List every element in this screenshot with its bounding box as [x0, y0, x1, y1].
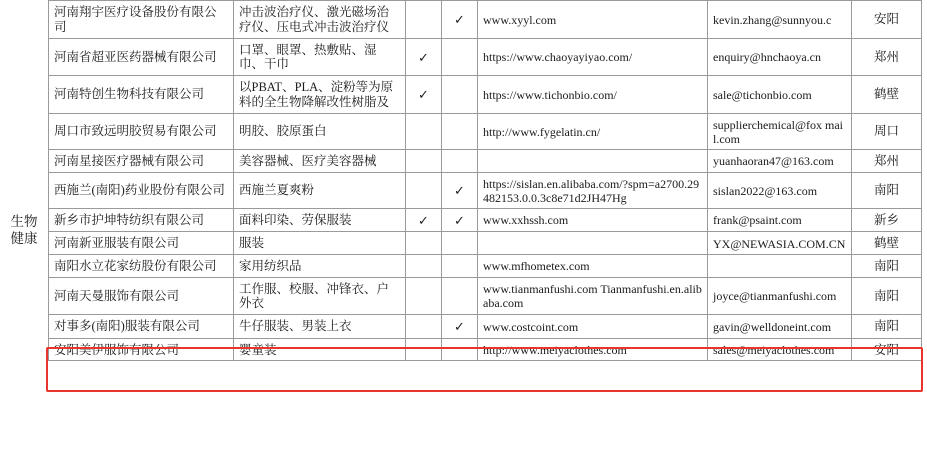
- category-label: 生物健康: [10, 213, 38, 246]
- cell-city: 郑州: [852, 149, 922, 172]
- cell-mark-1: [406, 172, 442, 208]
- cell-email: YX@NEWASIA.COM.CN: [708, 232, 852, 255]
- company-table: [48, 0, 922, 361]
- cell-city: 南阳: [852, 172, 922, 208]
- cell-email: yuanhaoran47@163.com: [708, 149, 852, 172]
- cell-city: 新乡: [852, 208, 922, 231]
- cell-company-name: 河南星接医疗器械有限公司: [49, 149, 234, 172]
- cell-company-name: 河南特创生物科技有限公司: [49, 76, 234, 114]
- cell-company-name: 对事多(南阳)服装有限公司: [49, 315, 234, 338]
- cell-email: gavin@welldoneint.com: [708, 315, 852, 338]
- cell-website: [478, 149, 708, 172]
- cell-product: 明胶、胶原蛋白: [234, 113, 406, 149]
- cell-email: sislan2022@163.com: [708, 172, 852, 208]
- cell-product: 牛仔服装、男装上衣: [234, 315, 406, 338]
- cell-website: www.tianmanfushi.com Tianmanfushi.en.alibaba.com: [478, 277, 708, 315]
- cell-city: 鹤壁: [852, 76, 922, 114]
- cell-mark-2: ✓: [442, 315, 478, 338]
- table-row: [49, 149, 922, 172]
- cell-email: enquiry@hnchaoya.cn: [708, 38, 852, 76]
- cell-mark-1: [406, 338, 442, 361]
- cell-mark-1: [406, 232, 442, 255]
- cell-mark-2: [442, 232, 478, 255]
- table-body: [49, 1, 922, 361]
- table-row: [49, 208, 922, 231]
- cell-website: [478, 232, 708, 255]
- cell-mark-2: [442, 277, 478, 315]
- cell-mark-2: ✓: [442, 1, 478, 39]
- cell-product: 面料印染、劳保服装: [234, 208, 406, 231]
- cell-product: 西施兰夏爽粉: [234, 172, 406, 208]
- cell-product: 工作服、校服、冲锋衣、户外衣: [234, 277, 406, 315]
- cell-email: frank@psaint.com: [708, 208, 852, 231]
- cell-website: www.costcoint.com: [478, 315, 708, 338]
- cell-city: 郑州: [852, 38, 922, 76]
- cell-website: http://www.meiyaclothes.com: [478, 338, 708, 361]
- cell-company-name: 周口市致远明胶贸易有限公司: [49, 113, 234, 149]
- cell-mark-2: [442, 149, 478, 172]
- cell-company-name: 河南新亚服装有限公司: [49, 232, 234, 255]
- cell-mark-1: [406, 277, 442, 315]
- cell-mark-1: [406, 149, 442, 172]
- category-label-cell: [0, 0, 48, 461]
- cell-product: 家用纺织品: [234, 254, 406, 277]
- cell-company-name: 西施兰(南阳)药业股份有限公司: [49, 172, 234, 208]
- cell-email: [708, 254, 852, 277]
- table-row: [49, 315, 922, 338]
- cell-mark-1: [406, 315, 442, 338]
- cell-website: www.mfhometex.com: [478, 254, 708, 277]
- cell-website: https://www.chaoyayiyao.com/: [478, 38, 708, 76]
- cell-company-name: 南阳水立花家纺股份有限公司: [49, 254, 234, 277]
- cell-website: http://www.fygelatin.cn/: [478, 113, 708, 149]
- cell-website: https://www.tichonbio.com/: [478, 76, 708, 114]
- table-row: [49, 254, 922, 277]
- cell-company-name: 河南省超亚医药器械有限公司: [49, 38, 234, 76]
- cell-website: https://sislan.en.alibaba.com/?spm=a2700.29482153.0.0.3c8e71d2JH47Hg: [478, 172, 708, 208]
- cell-website: www.xxhssh.com: [478, 208, 708, 231]
- cell-city: 安阳: [852, 338, 922, 361]
- cell-email: supplierchemical@fox mail.com: [708, 113, 852, 149]
- table-row: [49, 338, 922, 361]
- cell-product: 美容器械、医疗美容器械: [234, 149, 406, 172]
- cell-mark-2: ✓: [442, 172, 478, 208]
- cell-city: 周口: [852, 113, 922, 149]
- cell-mark-1: [406, 254, 442, 277]
- cell-product: 冲击波治疗仪、激光磁场治疗仪、压电式冲击波治疗仪: [234, 1, 406, 39]
- table-row: [49, 172, 922, 208]
- cell-city: 南阳: [852, 254, 922, 277]
- table-row: [49, 38, 922, 76]
- cell-website: www.xyyl.com: [478, 1, 708, 39]
- cell-company-name: 新乡市护坤特纺织有限公司: [49, 208, 234, 231]
- cell-email: sales@meiyaclothes.com: [708, 338, 852, 361]
- cell-product: 以PBAT、PLA、淀粉等为原料的全生物降解改性树脂及: [234, 76, 406, 114]
- cell-mark-1: [406, 113, 442, 149]
- cell-email: sale@tichonbio.com: [708, 76, 852, 114]
- cell-mark-2: [442, 76, 478, 114]
- cell-company-name: 河南翔宇医疗设备股份有限公司: [49, 1, 234, 39]
- table-row-highlighted: [49, 277, 922, 315]
- cell-company-name: 河南天曼服饰有限公司: [49, 277, 234, 315]
- cell-city: 鹤壁: [852, 232, 922, 255]
- table-row: [49, 232, 922, 255]
- cell-mark-1: ✓: [406, 208, 442, 231]
- cell-product: 口罩、眼罩、热敷贴、湿巾、干巾: [234, 38, 406, 76]
- cell-mark-1: [406, 1, 442, 39]
- cell-mark-2: [442, 338, 478, 361]
- cell-email: joyce@tianmanfushi.com: [708, 277, 852, 315]
- cell-city: 南阳: [852, 277, 922, 315]
- table-row: [49, 76, 922, 114]
- cell-mark-2: [442, 254, 478, 277]
- cell-mark-2: ✓: [442, 208, 478, 231]
- cell-product: 服装: [234, 232, 406, 255]
- cell-mark-2: [442, 113, 478, 149]
- cell-mark-1: ✓: [406, 38, 442, 76]
- cell-mark-2: [442, 38, 478, 76]
- cell-city: 南阳: [852, 315, 922, 338]
- cell-company-name: 安阳美伊服饰有限公司: [49, 338, 234, 361]
- cell-city: 安阳: [852, 1, 922, 39]
- cell-mark-1: ✓: [406, 76, 442, 114]
- table-row: [49, 1, 922, 39]
- cell-product: 婴童装: [234, 338, 406, 361]
- cell-email: kevin.zhang@sunnyou.c: [708, 1, 852, 39]
- table-row: [49, 113, 922, 149]
